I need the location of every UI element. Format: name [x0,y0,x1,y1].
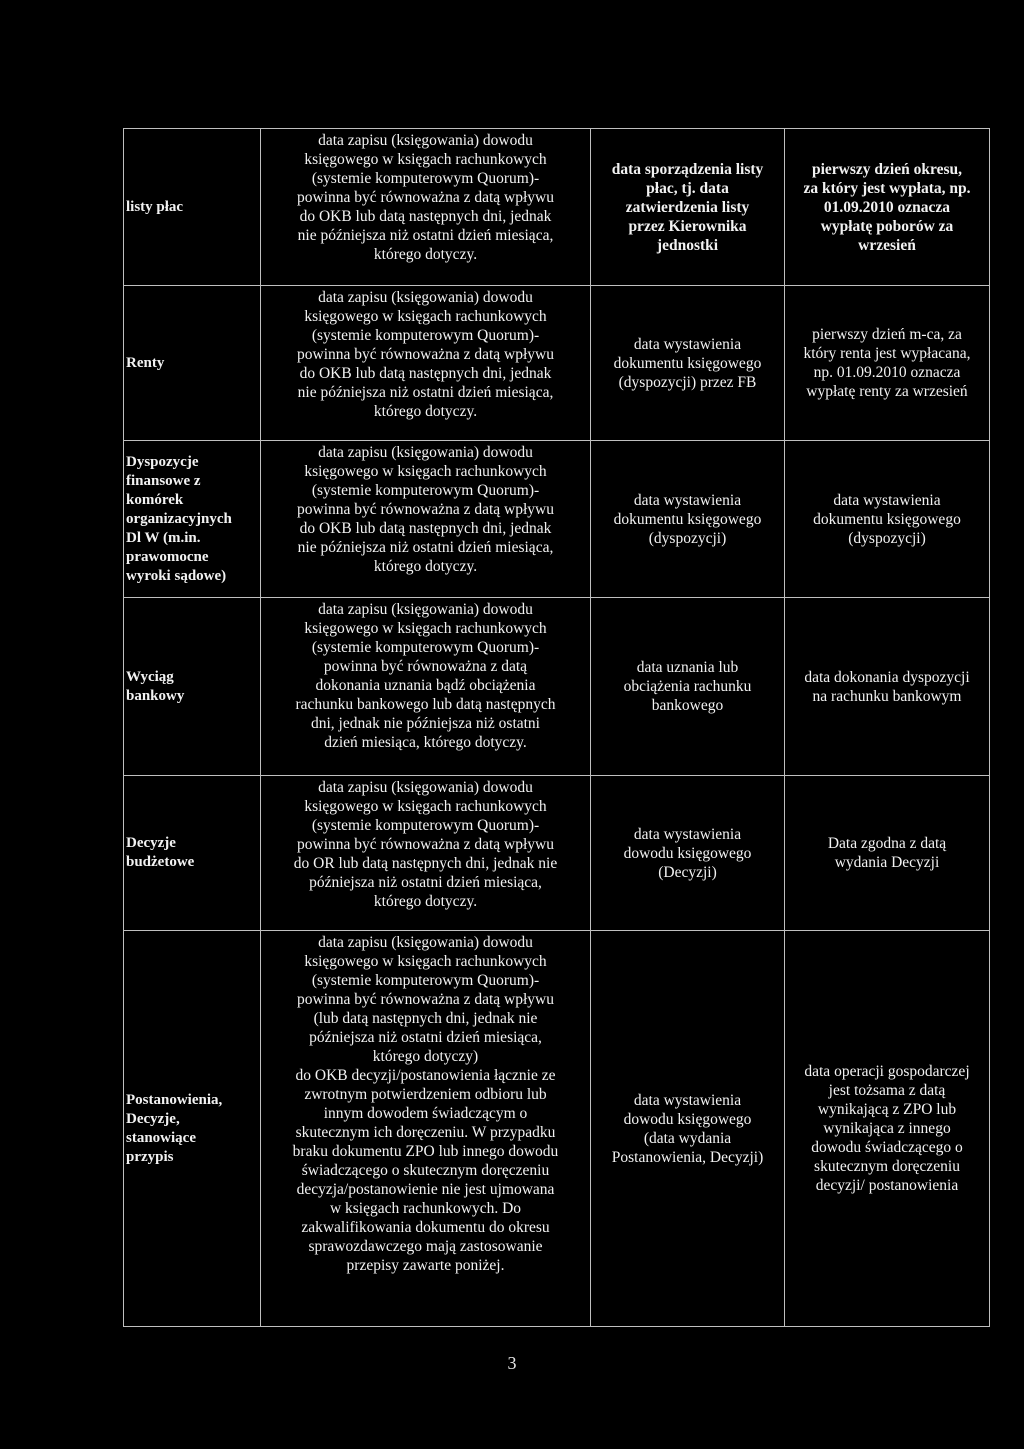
document-date-cell [591,286,785,441]
operation-date-cell [785,129,990,286]
operation-date-cell [785,286,990,441]
page-number: 3 [507,1353,517,1373]
document-type-cell [124,598,261,776]
operation-date-cell [785,441,990,598]
document-date-text: data uznania lub obciążenia rachunku bankowego [623,659,752,714]
document-date-text: data wystawienia dokumentu księgowego (dyspozycji) przez FB [613,335,762,391]
document-type-cell [124,441,261,598]
document-type-cell [124,931,261,1327]
booking-rule-text: data zapisu (księgowania) dowodu księgowego w księgach rachunkowych (systemie komputerowym Quorum)- powinna być równoważna z datą dokonania uznania bądź obciążenia rachunku bankowego lub datą następnych dni, jednak nie późniejsza niż ostatni dzień miesiąca, którego dotyczy. [295,601,556,751]
document-table [123,128,990,1327]
operation-date-text: data dokonania dyspozycji na rachunku bankowym [804,668,970,705]
table-row-wyciag-bankowy [124,598,990,776]
document-type-text: Postanowienia, Decyzje, stanowiące przypis [126,1091,223,1165]
booking-rule-cell [261,598,591,776]
booking-rule-cell [261,286,591,441]
operation-date-text: pierwszy dzień m-ca, za który renta jest wypłacana, np. 01.09.2010 oznacza wypłatę renty za wrzesień [803,326,971,400]
booking-rule-text: data zapisu (księgowania) dowodu księgowego w księgach rachunkowych (systemie komputerowym Quorum)- powinna być równoważna z datą wpływu (lub datą następnych dni, jednak nie późniejsza niż ostatni dzień miesiąca, którego dotyczy) do OKB decyzji/postanowienia łącznie ze zwrotnym potwierdzeniem odbioru lub innym dowodem świadczącym o skutecznym ich doręczeniu. W przypadku braku dokumentu ZPO lub innego dowodu świadczącego o skutecznym doręczeniu decyzja/postanowienie nie jest ujmowana w księgach rachunkowych. Do zakwalifikowania dokumentu do okresu sprawozdawczego mają zastosowanie przepisy zawarte poniżej. [292,934,559,1274]
table-row-postanowienia [124,931,990,1327]
operation-date-cell [785,776,990,931]
booking-rule-cell [261,441,591,598]
table-row-renty [124,286,990,441]
document-date-text: data wystawienia dowodu księgowego (data wydania Postanowienia, Decyzji) [611,1091,764,1166]
document-type-text: Decyzje budżetowe [126,835,195,870]
operation-date-text: pierwszy dzień okresu, za który jest wypłata, np. 01.09.2010 oznacza wypłatę poborów za wrzesień [803,160,971,254]
document-type-text: Dyspozycje finansowe z komórek organizacyjnych Dl W (m.in. prawomocne wyroki sądowe) [126,453,232,584]
booking-rule-cell [261,129,591,286]
document-type-cell [124,776,261,931]
booking-rule-cell [261,931,591,1327]
operation-date-text: data operacji gospodarczej jest tożsama z datą wynikającą z ZPO lub wynikająca z innego dowodu świadczącego o skutecznym doręczeniu decyzji/ postanowienia [804,1063,970,1194]
operation-date-cell [785,598,990,776]
booking-rule-text: data zapisu (księgowania) dowodu księgowego w księgach rachunkowych (systemie komputerowym Quorum)- powinna być równoważna z datą wpływu do OKB lub datą następnych dni, jednak nie późniejsza niż ostatni dzień miesiąca, którego dotyczy. [297,132,554,263]
document-date-text: data sporządzenia listy płac, tj. data zatwierdzenia listy przez Kierownika jednostki [611,160,764,254]
operation-date-cell [785,931,990,1327]
document-type-text: Renty [126,354,165,371]
document-date-cell [591,598,785,776]
booking-rule-text: data zapisu (księgowania) dowodu księgowego w księgach rachunkowych (systemie komputerowym Quorum)- powinna być równoważna z datą wpływu do OR lub datą następnych dni, jednak nie późniejsza niż ostatni dzień miesiąca, którego dotyczy. [293,779,558,910]
table-row-listy-plac [124,129,990,286]
document-type-text: Wyciąg bankowy [126,668,185,704]
operation-date-text: data wystawienia dokumentu księgowego (dyspozycji) [813,491,961,547]
document-type-cell [124,129,261,286]
document-type-text: listy płac [126,198,184,215]
booking-rule-text: data zapisu (księgowania) dowodu księgowego w księgach rachunkowych (systemie komputerowym Quorum)- powinna być równoważna z datą wpływu do OKB lub datą następnych dni, jednak nie późniejsza niż ostatni dzień miesiąca, którego dotyczy. [297,444,554,575]
document-type-cell [124,286,261,441]
document-date-text: data wystawienia dokumentu księgowego (dyspozycji) [613,491,762,547]
table-row-decyzje-budzetowe [124,776,990,931]
document-date-cell [591,931,785,1327]
booking-rule-cell [261,776,591,931]
table-row-dyspozycje [124,441,990,598]
document-date-cell [591,776,785,931]
document-date-cell [591,441,785,598]
booking-rule-text: data zapisu (księgowania) dowodu księgowego w księgach rachunkowych (systemie komputerowym Quorum)- powinna być równoważna z datą wpływu do OKB lub datą następnych dni, jednak nie późniejsza niż ostatni dzień miesiąca, którego dotyczy. [297,289,554,420]
document-date-cell [591,129,785,286]
document-date-text: data wystawienia dowodu księgowego (Decyzji) [623,825,752,881]
operation-date-text: Data zgodna z datą wydania Decyzji [827,835,947,871]
